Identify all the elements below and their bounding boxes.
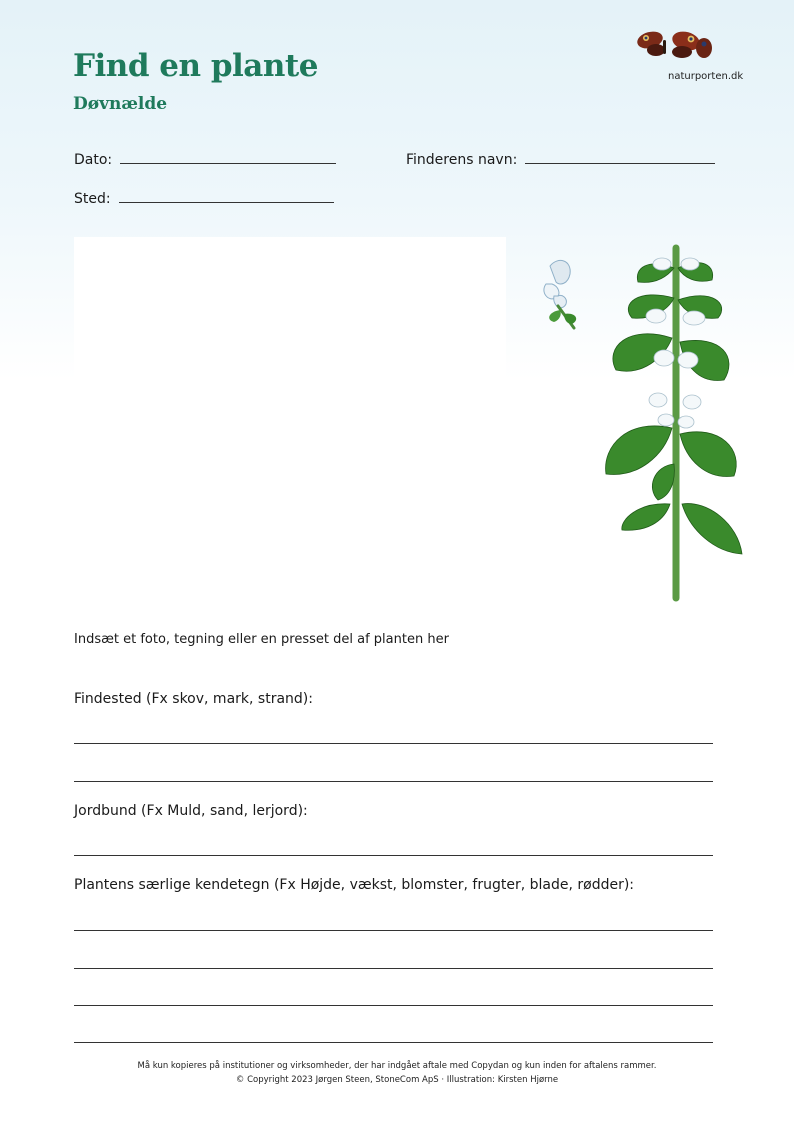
place-field[interactable] <box>74 188 334 207</box>
dead-nettle-illustration <box>598 238 758 610</box>
answer-line[interactable] <box>74 1005 713 1006</box>
place-label: Sted: <box>74 191 111 207</box>
brand-logo <box>636 26 746 86</box>
question-findested: Findested (Fx skov, mark, strand): <box>74 691 313 707</box>
answer-line[interactable] <box>74 1042 713 1043</box>
plant-name: Døvnælde <box>73 94 168 114</box>
footer-copyright: © Copyright 2023 Jørgen Steen, StoneCom ApS · Illustration: Kirsten Hjørne <box>235 1075 559 1085</box>
butterfly-icon <box>636 26 716 66</box>
date-blank-line[interactable] <box>120 149 336 164</box>
finder-name-blank-line[interactable] <box>525 149 715 164</box>
answer-line[interactable] <box>74 930 713 931</box>
finder-name-field[interactable] <box>406 149 715 168</box>
date-field[interactable] <box>74 149 336 168</box>
finder-name-label: Finderens navn: <box>406 152 518 168</box>
page-title: Find en plante <box>73 48 318 84</box>
brand-text: naturporten.dk <box>668 71 744 82</box>
place-blank-line[interactable] <box>119 188 334 203</box>
photo-insert-area <box>74 237 506 377</box>
answer-line[interactable] <box>74 743 713 744</box>
answer-line[interactable] <box>74 855 713 856</box>
flower-detail-illustration <box>536 256 586 336</box>
question-jordbund: Jordbund (Fx Muld, sand, lerjord): <box>74 803 308 819</box>
date-label: Dato: <box>74 152 113 168</box>
answer-line[interactable] <box>74 781 713 782</box>
answer-line[interactable] <box>74 968 713 969</box>
photo-caption: Indsæt et foto, tegning eller en presset del af planten her <box>74 632 449 647</box>
footer-license: Må kun kopieres på institutioner og virksomheder, der har indgået aftale med Copydan og kun inden for aftalens rammer. <box>137 1061 657 1071</box>
question-kendetegn: Plantens særlige kendetegn (Fx Højde, vækst, blomster, frugter, blade, rødder): <box>74 877 635 893</box>
